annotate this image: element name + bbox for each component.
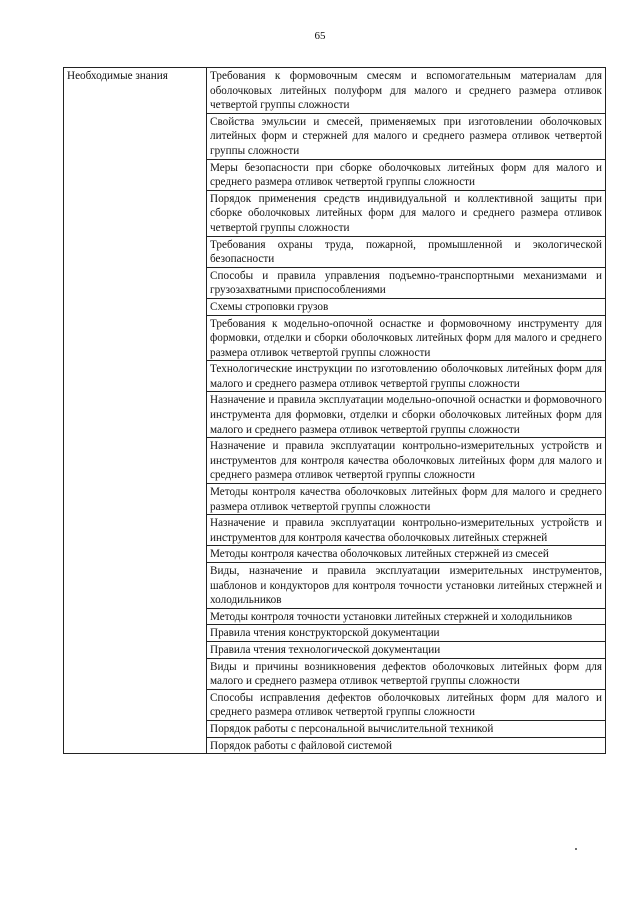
requirement-item: Способы и правила управления подъемно-транспортными механизмами и грузозахватными приспособлениями bbox=[207, 267, 606, 298]
page-number: 65 bbox=[314, 30, 326, 42]
requirement-item: Технологические инструкции по изготовлению оболочковых литейных форм для малого и среднего размера отливок четвертой группы сложности bbox=[207, 361, 606, 392]
requirement-item: Требования к формовочным смесям и вспомогательным материалам для оболочковых литейных полуформ для малого и среднего размера отливок четвертой группы сложности bbox=[207, 68, 606, 114]
section-label: Необходимые знания bbox=[64, 68, 207, 754]
requirement-item: Правила чтения технологической документации bbox=[207, 641, 606, 658]
requirement-item: Порядок работы с файловой системой bbox=[207, 737, 606, 754]
requirement-item: Виды, назначение и правила эксплуатации измерительных инструментов, шаблонов и кондукторов для контроля точности установки литейных стержней и холодильников bbox=[207, 563, 606, 609]
requirement-item: Схемы строповки грузов bbox=[207, 298, 606, 315]
requirement-item: Методы контроля точности установки литейных стержней и холодильников bbox=[207, 608, 606, 625]
requirement-item: Назначение и правила эксплуатации модельно-опочной оснастки и формовочного инструмента для формовки, отделки и сборки оболочковых литейных форм для малого и среднего размера отливок четвертой группы сложности bbox=[207, 392, 606, 438]
requirement-item: Требования охраны труда, пожарной, промышленной и экологической безопасности bbox=[207, 236, 606, 267]
requirement-item: Требования к модельно-опочной оснастке и формовочному инструменту для формовки, отделки и сборки оболочковых литейных форм для малого и среднего размера отливок четвертой группы сложности bbox=[207, 315, 606, 361]
knowledge-requirements-table bbox=[63, 67, 606, 754]
requirement-item: Назначение и правила эксплуатации контрольно-измерительных устройств и инструментов для контроля качества оболочковых литейных форм для малого и среднего размера отливок четвертой группы сложности bbox=[207, 438, 606, 484]
requirement-item: Правила чтения конструкторской документации bbox=[207, 625, 606, 642]
requirement-item: Меры безопасности при сборке оболочковых литейных форм для малого и среднего размера отливок четвертой группы сложности bbox=[207, 159, 606, 190]
requirement-item: Способы исправления дефектов оболочковых литейных форм для малого и среднего размера отливок четвертой группы сложности bbox=[207, 689, 606, 720]
requirement-item: Порядок применения средств индивидуальной и коллективной защиты при сборке оболочковых литейных форм для малого и среднего размера отливок четвертой группы сложности bbox=[207, 190, 606, 236]
requirement-item: Порядок работы с персональной вычислительной техникой bbox=[207, 720, 606, 737]
requirement-item: Методы контроля качества оболочковых литейных стержней из смесей bbox=[207, 546, 606, 563]
table-body bbox=[64, 68, 606, 754]
scan-speck bbox=[575, 848, 577, 850]
requirement-item: Виды и причины возникновения дефектов оболочковых литейных форм для малого и среднего размера отливок четвертой группы сложности bbox=[207, 658, 606, 689]
table-row bbox=[64, 68, 606, 114]
requirement-item: Свойства эмульсии и смесей, применяемых при изготовлении оболочковых литейных форм и стержней для малого и среднего размера отливок четвертой группы сложности bbox=[207, 113, 606, 159]
requirement-item: Методы контроля качества оболочковых литейных форм для малого и среднего размера отливок четвертой группы сложности bbox=[207, 484, 606, 515]
requirement-item: Назначение и правила эксплуатации контрольно-измерительных устройств и инструментов для контроля качества оболочковых литейных стержней bbox=[207, 515, 606, 546]
